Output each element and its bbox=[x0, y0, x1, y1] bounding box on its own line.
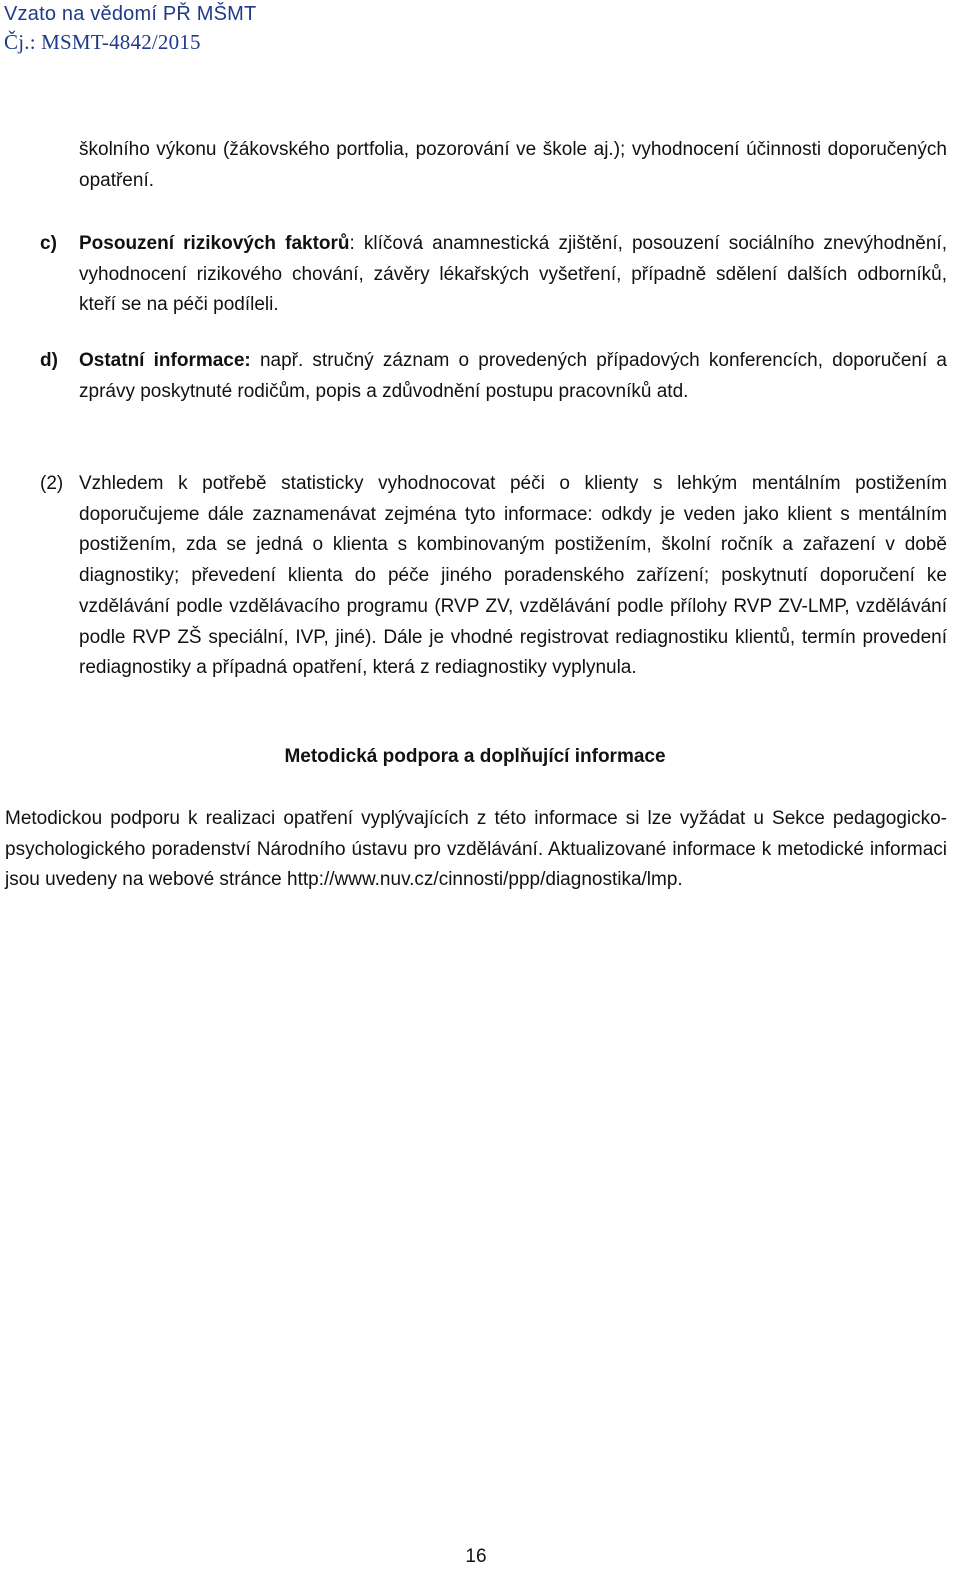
list-marker: d) bbox=[40, 350, 58, 371]
header-approval-note: Vzato na vědomí PŘ MŠMT bbox=[4, 3, 257, 25]
header-reference-number: Čj.: MSMT-4842/2015 bbox=[4, 30, 201, 54]
page-number: 16 bbox=[465, 1546, 487, 1567]
list-item-body bbox=[79, 229, 947, 321]
section-heading: Metodická podpora a doplňující informace bbox=[284, 746, 666, 767]
list-item-text: : klíčová anamnestická zjištění, posouzení sociálního znevýhodnění, vyhodnocení rizikového chování, závěry lékařských vyšetření, případně sdělení dalších odborníků, kteří se na péči podíleli. bbox=[79, 233, 947, 316]
list-item-lead: Posouzení rizikových faktorů bbox=[79, 233, 350, 254]
support-paragraph: Metodickou podporu k realizaci opatření vyplývajících z této informace si lze vyžádat u Sekce pedagogicko-psychologického poradenství Národního ústavu pro vzdělávání. Aktualizované informace k metodické informaci jsou uvedeny na webové stránce http://www.nuv.cz/cinnosti/ppp/diagnostika/lmp. bbox=[5, 808, 947, 891]
list-marker: c) bbox=[40, 233, 57, 254]
paragraph-marker: (2) bbox=[40, 473, 64, 494]
continuation-paragraph: školního výkonu (žákovského portfolia, pozorování ve škole aj.); vyhodnocení účinnosti doporučených opatření. bbox=[79, 139, 947, 191]
numbered-paragraph-text: Vzhledem k potřebě statisticky vyhodnocovat péči o klienty s lehkým mentálním postižením doporučujeme dále zaznamenávat zejména tyto informace: odkdy je veden jako klient s mentálním postižením, zda se jedná o klienta s kombinovaným postižením, školní ročník a zařazení v době diagnostiky; převedení klienta do péče jiného poradenského zařízení; poskytnutí doporučení ke vzdělávání podle vzdělávacího programu (RVP ZV, vzdělávání podle přílohy RVP ZV-LMP, vzdělávání podle RVP ZŠ speciální, IVP, jiné). Dále je vhodné registrovat rediagnostiku klientů, termín provedení rediagnostiky a případná opatření, která z rediagnostiky vyplynula. bbox=[79, 473, 947, 679]
list-item-text: např. stručný záznam o provedených případových konferencích, doporučení a zprávy poskytnuté rodičům, popis a zdůvodnění postupu pracovníků atd. bbox=[79, 350, 947, 402]
list-item-c bbox=[40, 229, 947, 324]
list-item-d bbox=[40, 346, 947, 441]
list-item-body bbox=[79, 346, 947, 407]
list-item-lead: Ostatní informace: bbox=[79, 350, 251, 371]
